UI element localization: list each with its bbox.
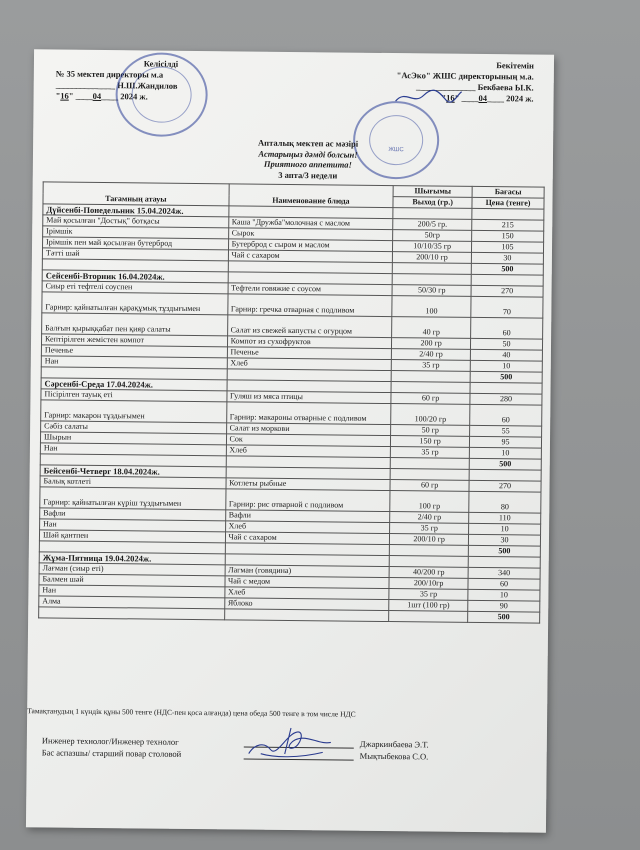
dish-name-ru: Чай с сахаром bbox=[225, 532, 390, 545]
school-director-line: № 35 мектеп директоры м.а bbox=[55, 68, 164, 80]
dish-name-ru: Котлеты рыбные bbox=[226, 478, 391, 491]
dish-price: 10 bbox=[469, 523, 541, 535]
day-total: 500 bbox=[468, 545, 540, 557]
dish-name-ru: Компот из сухофруктов bbox=[227, 336, 392, 349]
dish-name-ru: Гарнир: рис отварной с подливом bbox=[225, 489, 390, 512]
dish-name-kz: Алма bbox=[39, 596, 225, 609]
dish-yield: 200/10 гр bbox=[393, 252, 472, 264]
dish-name-kz: Кептірілген жемістен компот bbox=[41, 334, 227, 347]
price-note: Тамақтанудың 1 күндік құны 500 тенге (НДС-пен қоса алғанда) цена обеда 500 тенге в том числе НДС bbox=[27, 706, 356, 719]
dish-name-ru: Сырок bbox=[228, 228, 393, 241]
dish-yield: 40 гр bbox=[392, 317, 471, 339]
dish-price: 10 bbox=[469, 447, 541, 459]
dish-price: 150 bbox=[472, 230, 544, 242]
dish-name-ru: Хлеб bbox=[226, 445, 391, 458]
dish-name-kz: Сәбіз салаты bbox=[41, 421, 227, 434]
dish-price: 30 bbox=[468, 534, 540, 546]
dish-price: 110 bbox=[469, 512, 541, 524]
day-total: 500 bbox=[469, 458, 541, 470]
dish-name-kz: Нан bbox=[40, 519, 226, 532]
dish-name-kz: Вафли bbox=[40, 508, 226, 521]
day-title: Сәрсенбі-Среда 17.04.2024ж. bbox=[41, 378, 227, 391]
title-line-1: Апталық мектеп ас мәзірі bbox=[258, 137, 359, 149]
col-header-ru: Наименование блюда bbox=[229, 184, 394, 208]
dish-price: 270 bbox=[469, 480, 541, 492]
dish-name-kz: Балмен шәй bbox=[39, 574, 225, 587]
dish-yield: 1шт (100 гр) bbox=[389, 600, 468, 612]
day-title: Сейсенбі-Вторник 16.04.2024ж. bbox=[42, 270, 228, 283]
signature-name: Джаркинбаева Э.Т. bbox=[359, 738, 429, 750]
dish-price: 70 bbox=[471, 296, 543, 318]
menu-title bbox=[183, 137, 433, 182]
dish-price: 55 bbox=[470, 425, 542, 437]
dish-price: 30 bbox=[471, 252, 543, 264]
title-line-4: 3 апта/3 недели bbox=[278, 169, 338, 180]
dish-name-kz: Нан bbox=[40, 443, 226, 456]
dish-yield: 60 гр bbox=[391, 393, 470, 405]
company-director-line: "АсЭко" ЖШС директорының м.а. bbox=[396, 70, 534, 82]
dish-yield: 35 гр bbox=[391, 360, 470, 372]
col-header-kz: Тағамның атауы bbox=[43, 182, 229, 206]
day-title: Жұма-Пятница 19.04.2024ж. bbox=[39, 552, 225, 565]
dish-name-ru: Чай с сахаром bbox=[228, 250, 393, 263]
dish-yield: 200/5 гр. bbox=[393, 219, 472, 231]
dish-name-ru: Хлеб bbox=[224, 587, 389, 600]
dish-name-ru: Салат из свежей капусты с огурцом bbox=[227, 315, 392, 338]
dish-yield: 35 гр bbox=[391, 447, 470, 459]
dish-price: 60 bbox=[468, 578, 540, 590]
dish-price: 270 bbox=[471, 285, 543, 297]
dish-yield: 35 гр bbox=[390, 523, 469, 535]
dish-name-ru: Гарнир: гречка отварная с подливом bbox=[227, 294, 392, 317]
dish-name-kz: Шырын bbox=[40, 432, 226, 445]
dish-name-kz: Лағман (сиыр еті) bbox=[39, 563, 225, 576]
dish-yield: 200/10 гр bbox=[390, 534, 469, 546]
dish-yield: 200/10гр bbox=[389, 578, 468, 590]
director-name-line: ______________ Н.Ш.Жандилов bbox=[55, 79, 178, 91]
dish-name-ru: Печенье bbox=[227, 347, 392, 360]
approve-label: Бекітемін bbox=[496, 60, 534, 71]
dish-name-ru: Гуляш из мяса птицы bbox=[226, 391, 391, 404]
handwritten-signature bbox=[241, 724, 336, 763]
col-header-yield: Шығымы bbox=[393, 186, 472, 198]
day-total: 500 bbox=[471, 263, 543, 275]
dish-yield: 35 гр bbox=[389, 589, 468, 601]
dish-yield: 60 гр bbox=[390, 480, 469, 492]
dish-price: 60 bbox=[471, 317, 543, 339]
dish-name-kz: Гарнир: қайнатылған күріш тұздығымен bbox=[40, 487, 226, 510]
dish-name-kz: Шәй қантпен bbox=[39, 530, 225, 543]
dish-name-kz: Ірімшік пен май қосылған бутерброд bbox=[43, 237, 229, 250]
dish-price: 215 bbox=[472, 219, 544, 231]
dish-yield: 200 гр bbox=[392, 338, 471, 350]
approval-date-right: "16" ____04____ 2024 ж. bbox=[441, 92, 534, 104]
signature-role: Бас аспазшы/ старший повар столовой bbox=[41, 747, 182, 759]
agreed-label: Келісілді bbox=[143, 58, 179, 69]
round-stamp-left bbox=[115, 52, 208, 137]
dish-name-ru: Тефтели говяжие с соусом bbox=[228, 283, 393, 296]
signature-role: Инженер технолог/Инженер технолог bbox=[41, 735, 179, 747]
dish-price: 50 bbox=[471, 338, 543, 350]
dish-yield: 2/40 гр bbox=[392, 349, 471, 361]
table-header-row bbox=[43, 182, 544, 198]
dish-yield: 50гр bbox=[393, 230, 472, 242]
dish-name-ru: Бутерброд с сыром и маслом bbox=[228, 239, 393, 252]
dish-yield: 100/20 гр bbox=[391, 404, 470, 426]
day-total: 500 bbox=[468, 611, 540, 623]
dish-price: 60 bbox=[470, 404, 542, 426]
dish-name-kz: Нан bbox=[41, 356, 227, 369]
dish-name-ru: Вафли bbox=[225, 510, 390, 523]
dish-name-ru: Гарнир: макароны отварные с подливом bbox=[226, 402, 391, 425]
day-total: 500 bbox=[470, 371, 542, 383]
dish-yield: 100 bbox=[392, 296, 471, 318]
menu-table bbox=[38, 181, 545, 623]
dish-name-kz: Гарнир: макарон тұздығымен bbox=[41, 400, 227, 423]
dish-price: 90 bbox=[468, 600, 540, 612]
dish-price: 10 bbox=[468, 589, 540, 601]
company-director-name: ______________ Бекбаева Ы.К. bbox=[415, 81, 534, 93]
signature-name: Мықтыбекова С.О. bbox=[359, 750, 429, 762]
dish-name-ru: Салат из моркови bbox=[226, 423, 391, 436]
dish-name-ru: Каша "Дружба"молочная с маслом bbox=[228, 217, 393, 230]
col-subheader-price: Цена (тенге) bbox=[472, 197, 544, 209]
dish-price: 80 bbox=[469, 491, 541, 513]
title-line-2: Астарыңыз дәмді болсын! bbox=[258, 148, 358, 160]
dish-yield: 40/200 гр bbox=[389, 567, 468, 579]
dish-yield: 10/10/35 гр bbox=[393, 241, 472, 253]
day-title: Бейсенбі-Четверг 18.04.2024ж. bbox=[40, 465, 226, 478]
day-title: Дүйсенбі-Понедельник 15.04.2024ж. bbox=[43, 204, 229, 217]
col-subheader-yield: Выход (гр.) bbox=[393, 197, 472, 209]
col-header-price: Бағасы bbox=[472, 186, 544, 198]
dish-name-kz: Май қосылған "Достық" ботқасы bbox=[43, 215, 229, 228]
dish-yield: 50/30 гр bbox=[392, 285, 471, 297]
dish-price: 40 bbox=[470, 349, 542, 361]
title-line-3: Приятного аппетита! bbox=[263, 158, 352, 170]
dish-name-ru: Яблоко bbox=[224, 598, 389, 611]
dish-name-kz: Балық котлеті bbox=[40, 476, 226, 489]
dish-name-ru: Сок bbox=[226, 434, 391, 447]
stamp-label: ЖШС bbox=[388, 147, 404, 154]
dish-name-ru: Хлеб bbox=[225, 521, 390, 534]
dish-yield: 50 гр bbox=[391, 425, 470, 437]
dish-name-kz: Балғын қырыққабат пен қияр салаты bbox=[42, 313, 228, 336]
dish-price: 105 bbox=[472, 241, 544, 253]
dish-name-kz: Пісірілген тауық еті bbox=[41, 389, 227, 402]
dish-name-kz: Ірімшік bbox=[43, 226, 229, 239]
approval-date-left: "16" ____04____ 2024 ж. bbox=[55, 90, 148, 102]
dish-name-ru: Лагман (говядина) bbox=[225, 565, 390, 578]
dish-yield: 2/40 гр bbox=[390, 512, 469, 524]
dish-name-kz: Нан bbox=[39, 585, 225, 598]
dish-price: 10 bbox=[470, 360, 542, 372]
dish-price: 280 bbox=[470, 393, 542, 405]
dish-name-kz: Гарнир: қайнатылған қарақұмық тұздығымен bbox=[42, 292, 228, 315]
dish-price: 95 bbox=[470, 436, 542, 448]
menu-document bbox=[26, 49, 554, 832]
dish-yield: 100 гр bbox=[390, 491, 469, 513]
dish-name-kz: Тәтті шәй bbox=[42, 248, 228, 261]
dish-name-ru: Хлеб bbox=[227, 358, 392, 371]
dish-yield: 150 гр bbox=[391, 436, 470, 448]
dish-name-kz: Печенье bbox=[41, 345, 227, 358]
dish-name-kz: Сиыр еті тефтелі соуспен bbox=[42, 281, 228, 294]
dish-name-ru: Чай с медом bbox=[225, 576, 390, 589]
dish-price: 340 bbox=[468, 567, 540, 579]
